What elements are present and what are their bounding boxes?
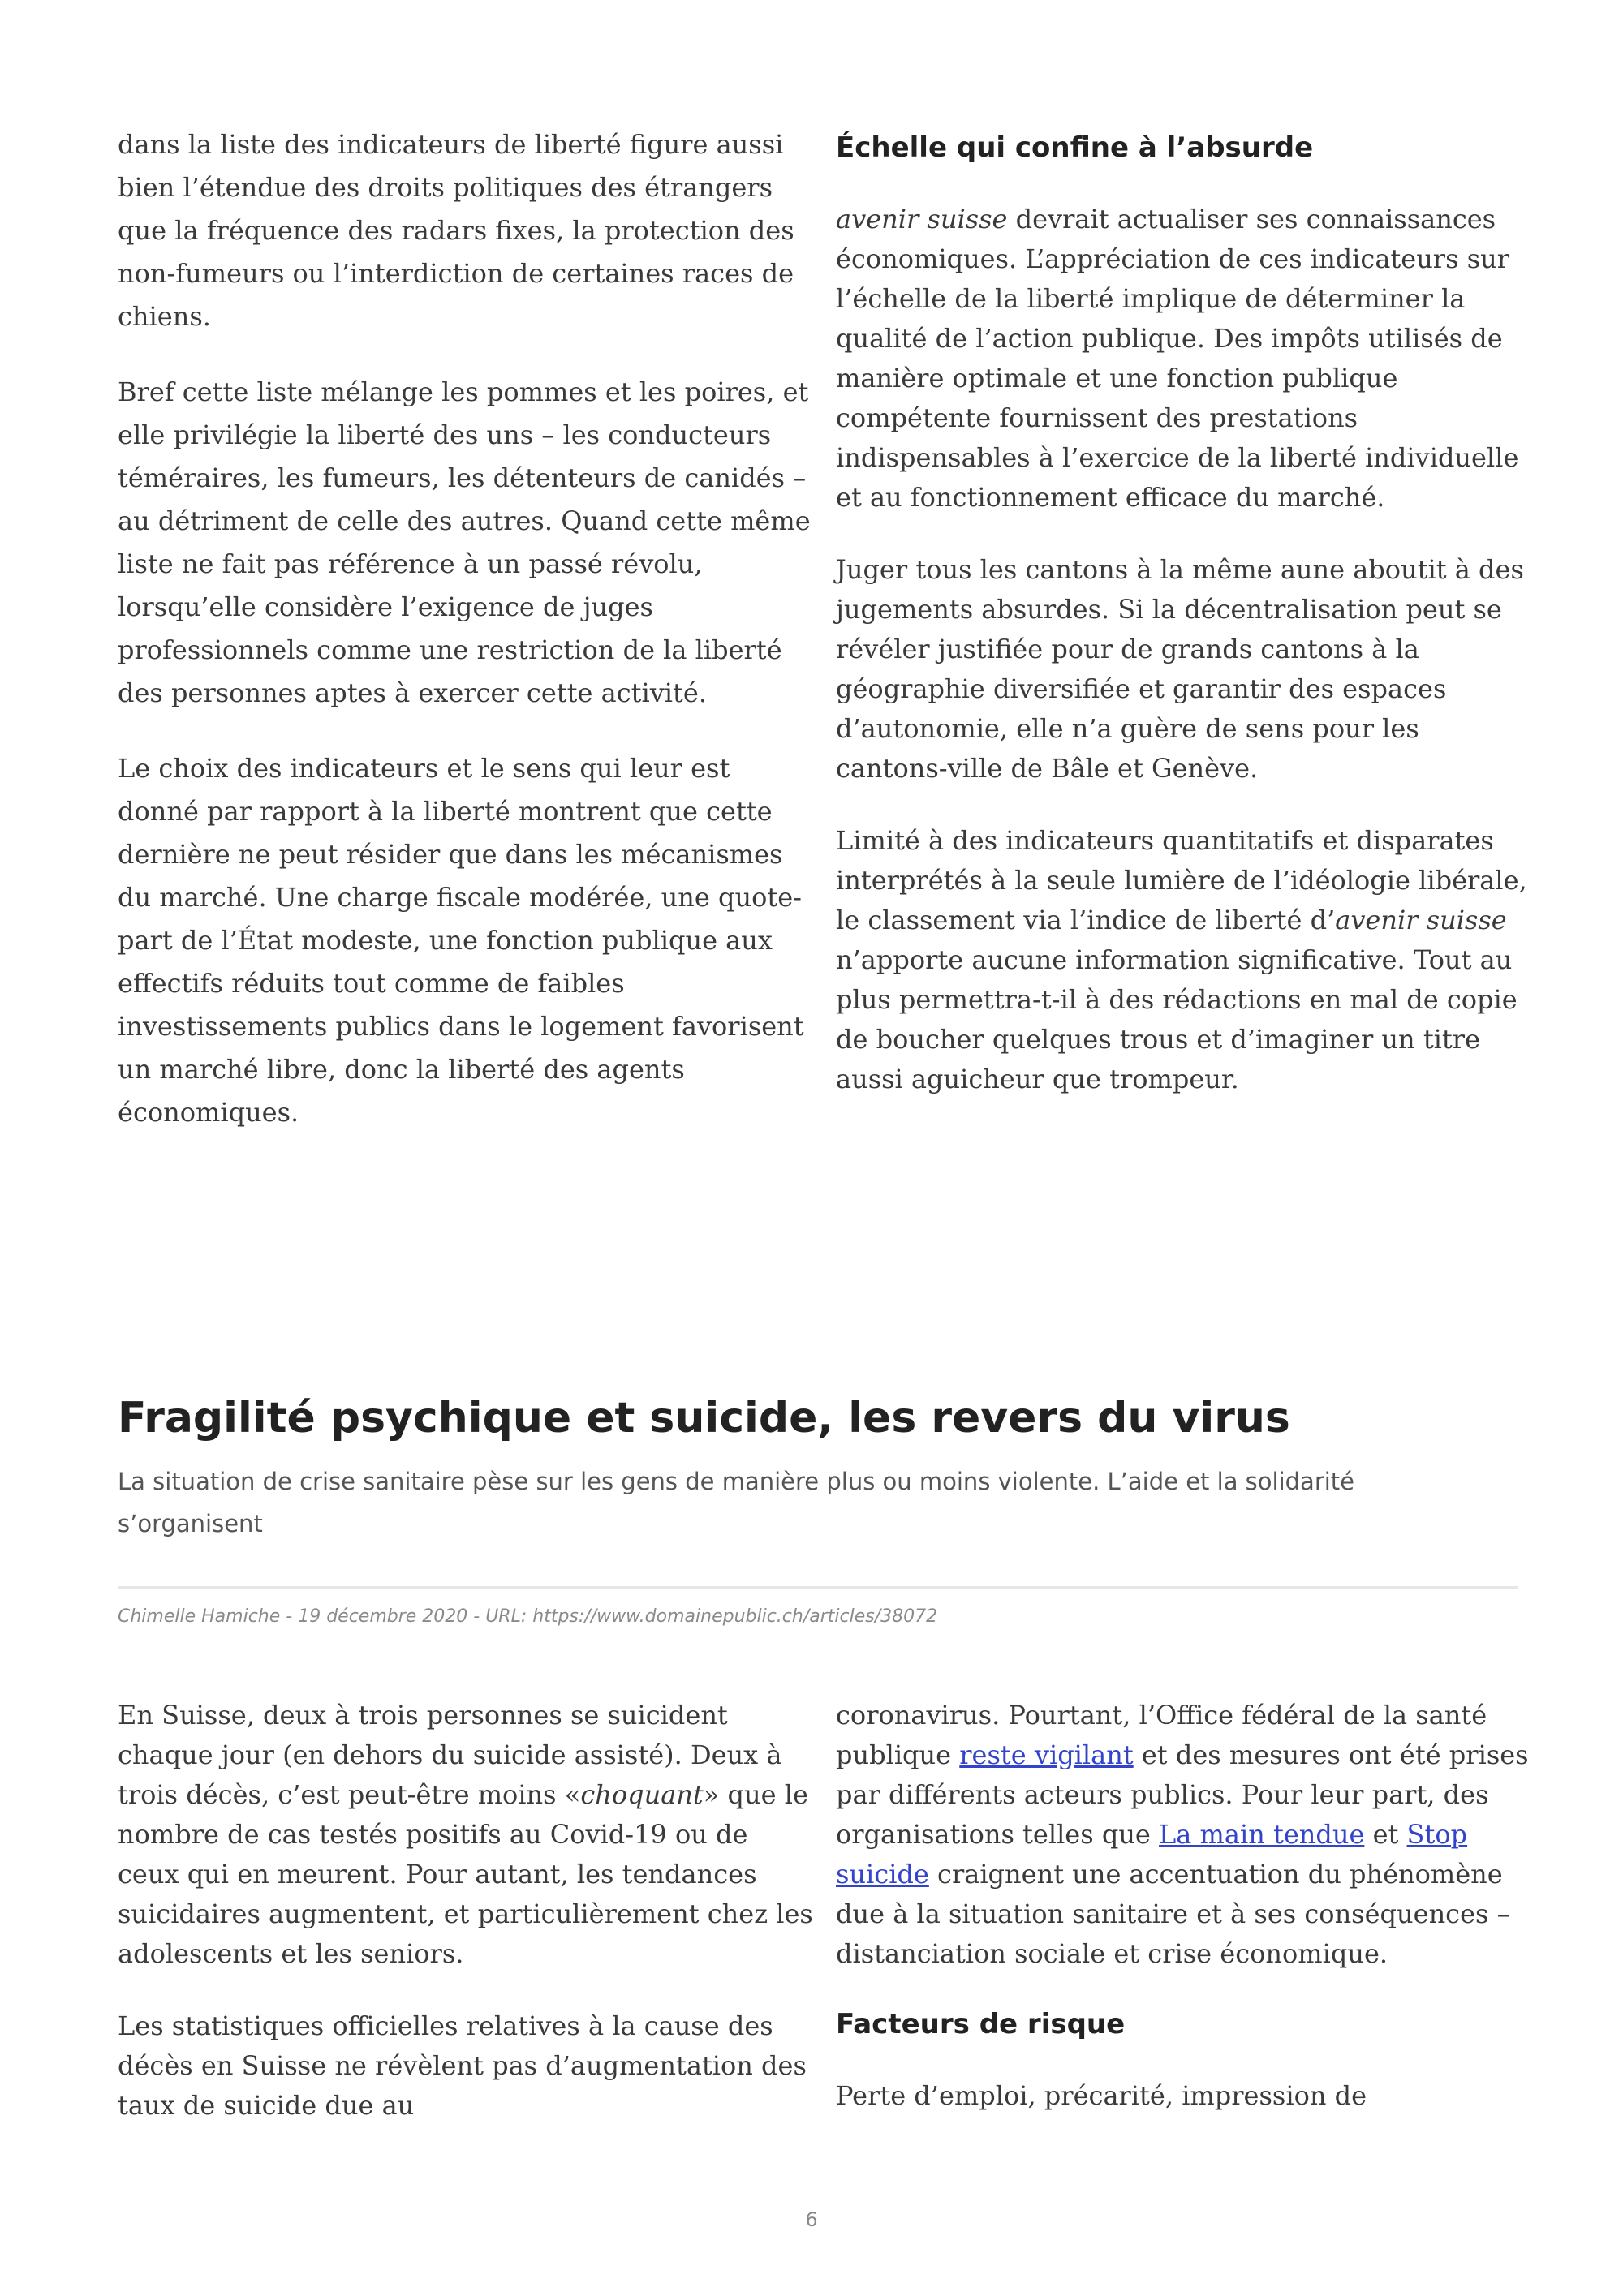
article-meta: Chimelle Hamiche - 19 décembre 2020 - URL: https://www.domainepublic.ch/articles/38072	[118, 1606, 938, 1627]
section-heading: Échelle qui confine à l’absurde	[836, 131, 1314, 164]
paragraph	[836, 821, 1534, 1099]
paragraph-text: n’apporte aucune information significative. Tout au plus permettra-t-il à des rédactions en mal de copie de boucher quelques trous et d’imaginer un titre aussi aguicheur que trompeur.	[836, 944, 1518, 1094]
paragraph: Bref cette liste mélange les pommes et les poires, et elle privilégie la liberté des uns – les conducteurs téméraires, les fumeurs, les détenteurs de canidés – au détriment de celle des autres. Quand cette même liste ne fait pas référence à un passé révolu, lorsqu’elle considère l’exigence de juges professionnels comme une restriction de la liberté des personnes aptes à exercer cette activité.	[118, 376, 811, 708]
paragraph: Le choix des indicateurs et le sens qui leur est donné par rapport à la liberté montrent que cette dernière ne peut résider que dans les mécanismes du marché. Une charge fiscale modérée, une quote-part de l’État modeste, une fonction publique aux effectifs réduits tout comme de faibles investissements publics dans le logement favorisent un marché libre, donc la liberté des agents économiques.	[118, 753, 804, 1128]
paragraph	[836, 1696, 1534, 1974]
paragraph: Perte d’emploi, précarité, impression de	[836, 2080, 1367, 2111]
article-title: Fragilité psychique et suicide, les revers du virus	[118, 1394, 1290, 1443]
column-bottom-left	[118, 1696, 816, 2158]
article-lead: La situation de crise sanitaire pèse sur les gens de manière plus ou moins violente. L’aide et la solidarité s’organisent	[118, 1468, 1355, 1537]
paragraph	[118, 1696, 816, 1974]
link-stop-suicide[interactable]: Stop suicide	[836, 1819, 1468, 1890]
column-bottom-right	[836, 1696, 1534, 2148]
brand-name: avenir suisse	[836, 204, 1008, 234]
paragraph-text: coronavirus. Pourtant, l’Office fédéral de la santé publique	[836, 1700, 1487, 1770]
paragraph-text: craignent une accentuation du phénomène due à la situation sanitaire et à ses conséquences – distanciation sociale et crise économique.	[836, 1859, 1510, 1969]
paragraph-text: et	[1364, 1819, 1407, 1850]
brand-name: avenir suisse	[1335, 905, 1507, 935]
link-reste-vigilant[interactable]: reste vigilant	[959, 1739, 1134, 1770]
column-top-left	[118, 123, 816, 1167]
link-la-main-tendue[interactable]: La main tendue	[1159, 1819, 1365, 1850]
section-heading: Facteurs de risque	[836, 2008, 1126, 2040]
paragraph	[836, 200, 1534, 518]
paragraph-text: » que le nombre de cas testés positifs au Covid-19 ou de ceux qui en meurent. Pour autant, les tendances suicidaires augmentent, et particulièrement chez les adolescents et les seniors.	[118, 1779, 813, 1969]
paragraph-text: En Suisse, deux à trois personnes se suicident chaque jour (en dehors du suicide assisté). Deux à trois décès, c’est peut-être moins «	[118, 1700, 782, 1810]
paragraph-text: Limité à des indicateurs quantitatifs et disparates interprétés à la seule lumière de l’idéologie libérale, le classement via l’indice de liberté d’	[836, 825, 1527, 935]
paragraph-text: devrait actualiser ses connaissances économiques. L’appréciation de ces indicateurs sur l’échelle de la liberté implique de déterminer la qualité de l’action publique. Des impôts utilisés de manière optimale et une fonction publique compétente fournissent des prestations indispensables à l’exercice de la liberté individuelle et au fonctionnement efficace du marché.	[836, 204, 1519, 513]
emphasis: choquant	[580, 1779, 704, 1810]
column-top-right	[836, 130, 1534, 1132]
page-number: 6	[805, 2208, 818, 2231]
paragraph-text: et des mesures ont été prises par différents acteurs publics. Pour leur part, des organisations telles que	[836, 1739, 1529, 1850]
paragraph: dans la liste des indicateurs de liberté figure aussi bien l’étendue des droits politiques des étrangers que la fréquence des radars fixes, la protection des non-fumeurs ou l’interdiction de certaines races de chiens.	[118, 129, 794, 332]
paragraph: Les statistiques officielles relatives à la cause des décès en Suisse ne révèlent pas d’augmentation des taux de suicide due au	[118, 2010, 807, 2121]
divider	[118, 1586, 1518, 1589]
paragraph: Juger tous les cantons à la même aune aboutit à des jugements absurdes. Si la décentralisation peut se révéler justifiée pour de grands cantons à la géographie diversifiée et garantir des espaces d’autonomie, elle n’a guère de sens pour les cantons-ville de Bâle et Genève.	[836, 554, 1524, 784]
